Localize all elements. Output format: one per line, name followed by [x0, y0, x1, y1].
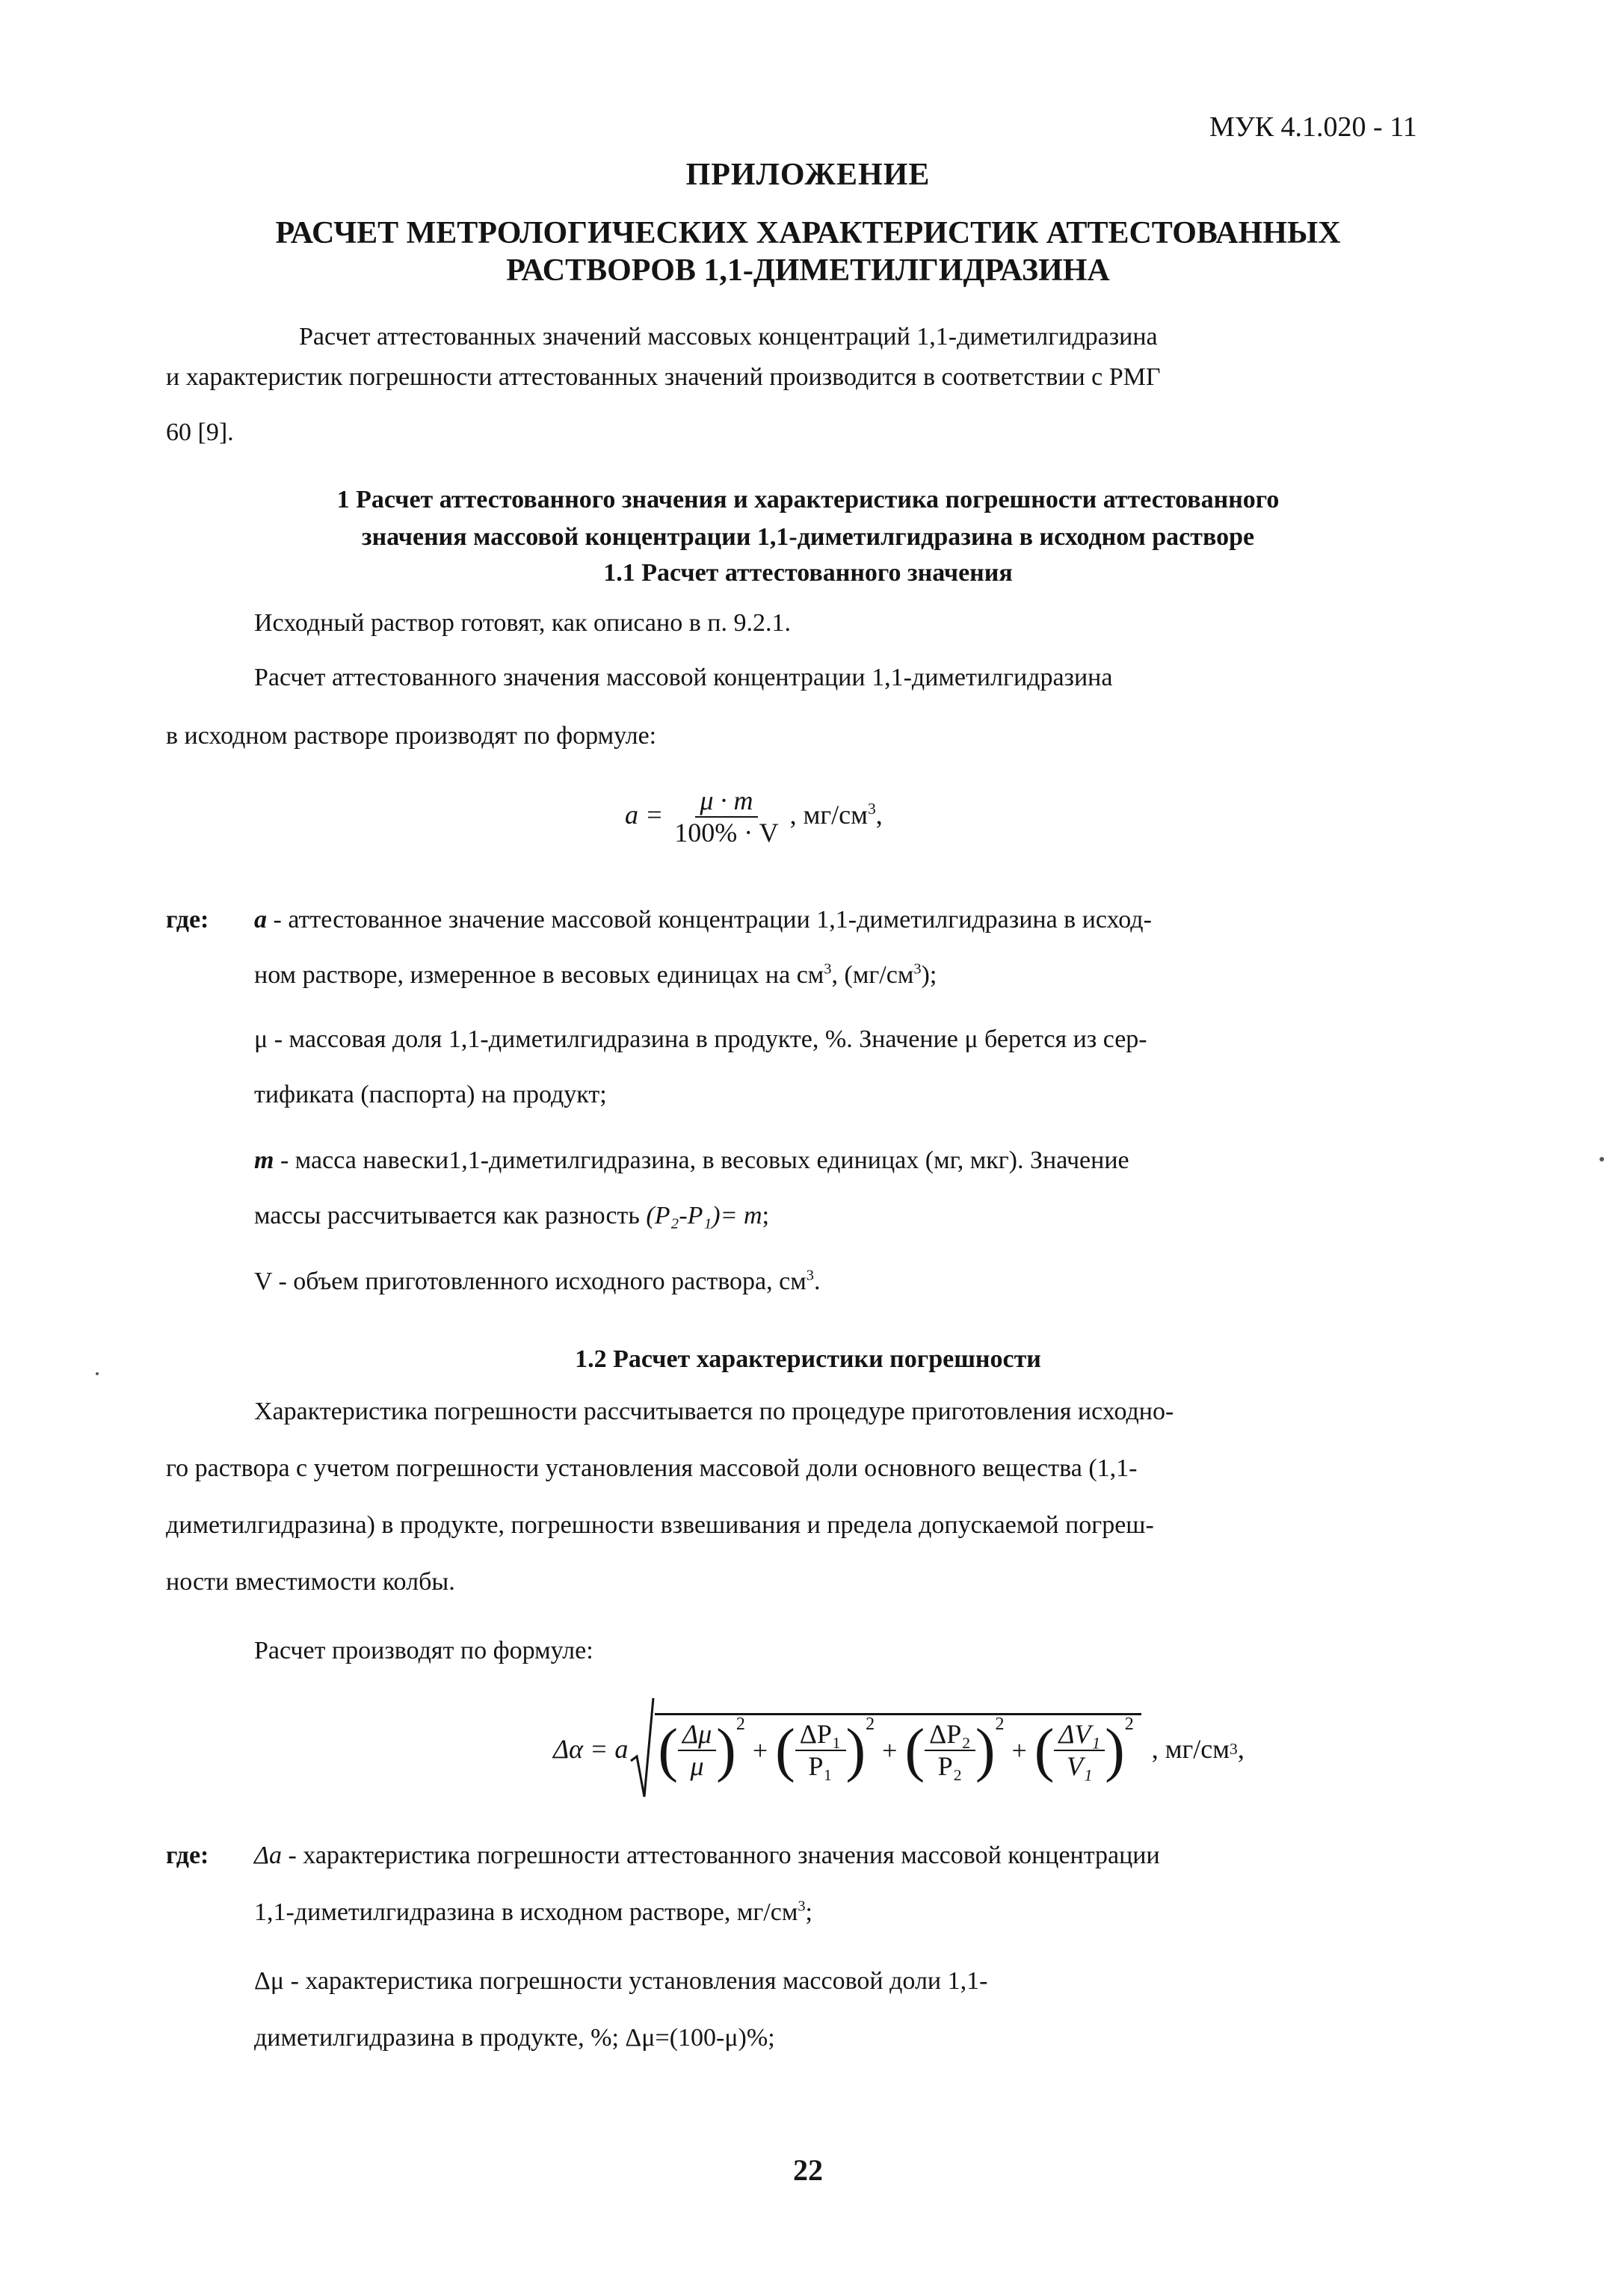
formula-1-denominator: 100% · V — [674, 817, 779, 848]
plus-2: + — [882, 1735, 898, 1766]
def-delta-a-sup: 3 — [798, 1898, 806, 1915]
where-label-2: где: — [166, 1842, 209, 1869]
formula-1-unit: , мг/см — [789, 799, 868, 830]
def-v-tail: . — [813, 1268, 821, 1295]
def-v-sup: 3 — [806, 1267, 814, 1284]
subsection-1-2-heading: 1.2 Расчет характеристики погрешности — [575, 1345, 1041, 1373]
paren-open-2: ( — [775, 1718, 795, 1784]
def-a-line-2c: ); — [921, 961, 937, 989]
def-a-text — [254, 906, 1152, 934]
subsection-1-1-heading: 1.1 Расчет аттестованного значения — [603, 559, 1013, 587]
def-a-line-2a: ном растворе, измеренное в весовых единицах на см — [254, 961, 824, 989]
paren-close-4: ) — [1105, 1718, 1125, 1784]
def-m-line-2a: массы рассчитывается как разность — [254, 1202, 647, 1229]
formula-1-numerator: μ · m — [695, 786, 757, 818]
term-2-numerator: ΔP₁ — [795, 1720, 846, 1751]
formula-2-lhs: Δα = a — [553, 1734, 629, 1764]
section-1-2-p1-line-1: Характеристика погрешности рассчитывается по процедуре приготовления исходно- — [254, 1398, 1174, 1425]
section-1-2-paragraph-2: Расчет производят по формуле: — [254, 1637, 593, 1664]
formula-1-unit-exponent: 3 — [867, 799, 876, 818]
formula-2-term-3: ( $\frac{\text{ΔP₂}}{\text{P₂}}$ ) 2 — [904, 1715, 1005, 1784]
formula-uncertainty: Δα = a ( $\frac{\Delta\mu}{\mu}$ ) 2 + ( $\frac{\text{ΔP₁}}{\text{P₁}}$ ) 2 + ( $\frac{\text{ΔP₂}}{\text{P₂}}$ ) 2 + ( $\frac{\text{ΔV₁}}{\text{V₁}}$ ) 2 , мг/см 3 , — [553, 1697, 1245, 1801]
def-mu-line-1: μ - массовая доля 1,1-диметилгидразина в продукте, %. Значение μ берется из сер- — [254, 1025, 1147, 1053]
def-a-sup-2: 3 — [913, 960, 922, 978]
def-delta-a-line-2 — [254, 1898, 812, 1927]
section-1-heading-line-1: 1 Расчет аттестованного значения и характеристика погрешности аттестованного — [336, 486, 1280, 513]
term-2-denominator: P₁ — [808, 1750, 833, 1781]
where-label-1: где: — [166, 906, 209, 933]
section-1-paragraph-2-line-2: в исходном растворе производят по формуле: — [166, 722, 657, 750]
scan-speck — [1600, 1157, 1604, 1161]
def-delta-a-tail: ; — [805, 1898, 812, 1926]
term-1-numerator: Δμ — [678, 1720, 716, 1751]
formula-2-unit-tail: , — [1237, 1734, 1245, 1764]
def-m-line-1 — [254, 1147, 1129, 1175]
formula-2-radicand — [655, 1713, 1141, 1782]
def-delta-a-line-2-text: 1,1-диметилгидразина в исходном растворе, мг/см — [254, 1898, 798, 1926]
formula-2-term-1: ( $\frac{\Delta\mu}{\mu}$ ) 2 — [658, 1715, 745, 1784]
formula-2-unit: , мг/см — [1151, 1734, 1230, 1764]
term-1-fraction — [678, 1720, 716, 1782]
section-1-paragraph-2-line-1: Расчет аттестованного значения массовой концентрации 1,1-диметилгидразина — [254, 664, 1113, 691]
scan-speck — [96, 1372, 99, 1375]
document-id: МУК 4.1.020 - 11 — [1209, 111, 1417, 143]
section-1-2-paragraph-line-4: ности вместимости колбы. — [166, 1568, 455, 1596]
def-a-desc: - аттестованное значение массовой концентрации 1,1-диметилгидразина в исход- — [267, 906, 1152, 933]
plus-1: + — [752, 1735, 768, 1766]
def-a-sup-1: 3 — [824, 960, 832, 978]
def-delta-a-symbol: Δa — [254, 1842, 282, 1869]
paren-open-3: ( — [904, 1718, 925, 1784]
def-delta-a-desc: - характеристика погрешности аттестованного значения массовой концентрации — [281, 1842, 1160, 1869]
formula-1-fraction — [670, 786, 783, 848]
def-m-symbol: m — [254, 1147, 274, 1174]
term-4-numerator: ΔV₁ — [1054, 1720, 1105, 1751]
def-m-line-2b: (P₂-P₁)= m — [646, 1202, 762, 1229]
def-delta-mu-line-2: диметилгидразина в продукте, %; Δμ=(100-μ)%; — [254, 2024, 775, 2052]
def-a-line-2b: , (мг/см — [831, 961, 914, 989]
formula-1-unit-tail: , — [875, 799, 883, 830]
def-m-line-2c: ; — [762, 1202, 770, 1229]
title-line-2: РАСТВОРОВ 1,1-ДИМЕТИЛГИДРАЗИНА — [506, 253, 1110, 288]
section-1-paragraph-1: Исходный раствор готовят, как описано в п. 9.2.1. — [254, 609, 791, 637]
appendix-title: ПРИЛОЖЕНИЕ — [685, 158, 931, 192]
def-delta-mu-line-1: Δμ - характеристика погрешности установления массовой доли 1,1- — [254, 1967, 988, 1995]
paren-close-1: ) — [716, 1718, 736, 1784]
def-m-desc: - масса навески1,1-диметилгидразина, в весовых единицах (мг, мкг). Значение — [274, 1147, 1129, 1174]
sqrt-sign-icon — [629, 1697, 655, 1801]
def-a-symbol: a — [254, 906, 267, 933]
plus-3: + — [1011, 1735, 1027, 1766]
page-number: 22 — [793, 2153, 823, 2187]
term-4-fraction — [1054, 1720, 1105, 1782]
section-1-2-paragraph-line-1 — [254, 1398, 1449, 1426]
term-3-numerator: ΔP₂ — [925, 1720, 975, 1751]
formula-1-lhs: a = — [625, 799, 664, 830]
formula-concentration — [625, 786, 883, 848]
paren-open-1: ( — [658, 1718, 678, 1784]
term-2-fraction — [795, 1720, 846, 1782]
section-1-2-paragraph-line-3: диметилгидразина) в продукте, погрешности взвешивания и предела допускаемой погреш- — [166, 1511, 1154, 1539]
paren-open-4: ( — [1034, 1718, 1055, 1784]
def-v-line — [254, 1268, 820, 1296]
term-3-denominator: P₂ — [937, 1750, 963, 1781]
intro-line-3: 60 [9]. — [166, 419, 234, 446]
def-a-line-2 — [254, 961, 937, 990]
term-4-denominator: V₁ — [1066, 1750, 1093, 1781]
def-a-line-1 — [254, 906, 1449, 934]
formula-2-term-2: ( $\frac{\text{ΔP₁}}{\text{P₁}}$ ) 2 — [775, 1715, 875, 1784]
title-line-1: РАСЧЕТ МЕТРОЛОГИЧЕСКИХ ХАРАКТЕРИСТИК АТТЕСТОВАННЫХ — [275, 216, 1341, 250]
def-v-text: V - объем приготовленного исходного раствора, см — [254, 1268, 807, 1295]
intro-line-2-text: и характеристик погрешности аттестованных значений производится в соответствии с РМГ — [166, 363, 1161, 391]
term-3-fraction — [925, 1720, 975, 1782]
section-1-heading-line-2: значения массовой концентрации 1,1-диметилгидразина в исходном растворе — [361, 523, 1255, 551]
intro-line-1: Расчет аттестованных значений массовых концентраций 1,1-диметилгидразина — [299, 323, 1158, 351]
def-m-line-2 — [254, 1202, 769, 1230]
paren-close-3: ) — [975, 1718, 996, 1784]
def-delta-a-line-1 — [254, 1842, 1160, 1870]
term-1-denominator: μ — [690, 1750, 704, 1781]
def-mu-line-2: тификата (паспорта) на продукт; — [254, 1081, 607, 1108]
intro-line-2 — [166, 363, 1449, 392]
paren-close-2: ) — [845, 1718, 866, 1784]
formula-2-term-4: ( $\frac{\text{ΔV₁}}{\text{V₁}}$ ) 2 — [1034, 1715, 1134, 1784]
section-1-2-paragraph-line-2: го раствора с учетом погрешности установления массовой доли основного вещества (1,1- — [166, 1454, 1138, 1482]
